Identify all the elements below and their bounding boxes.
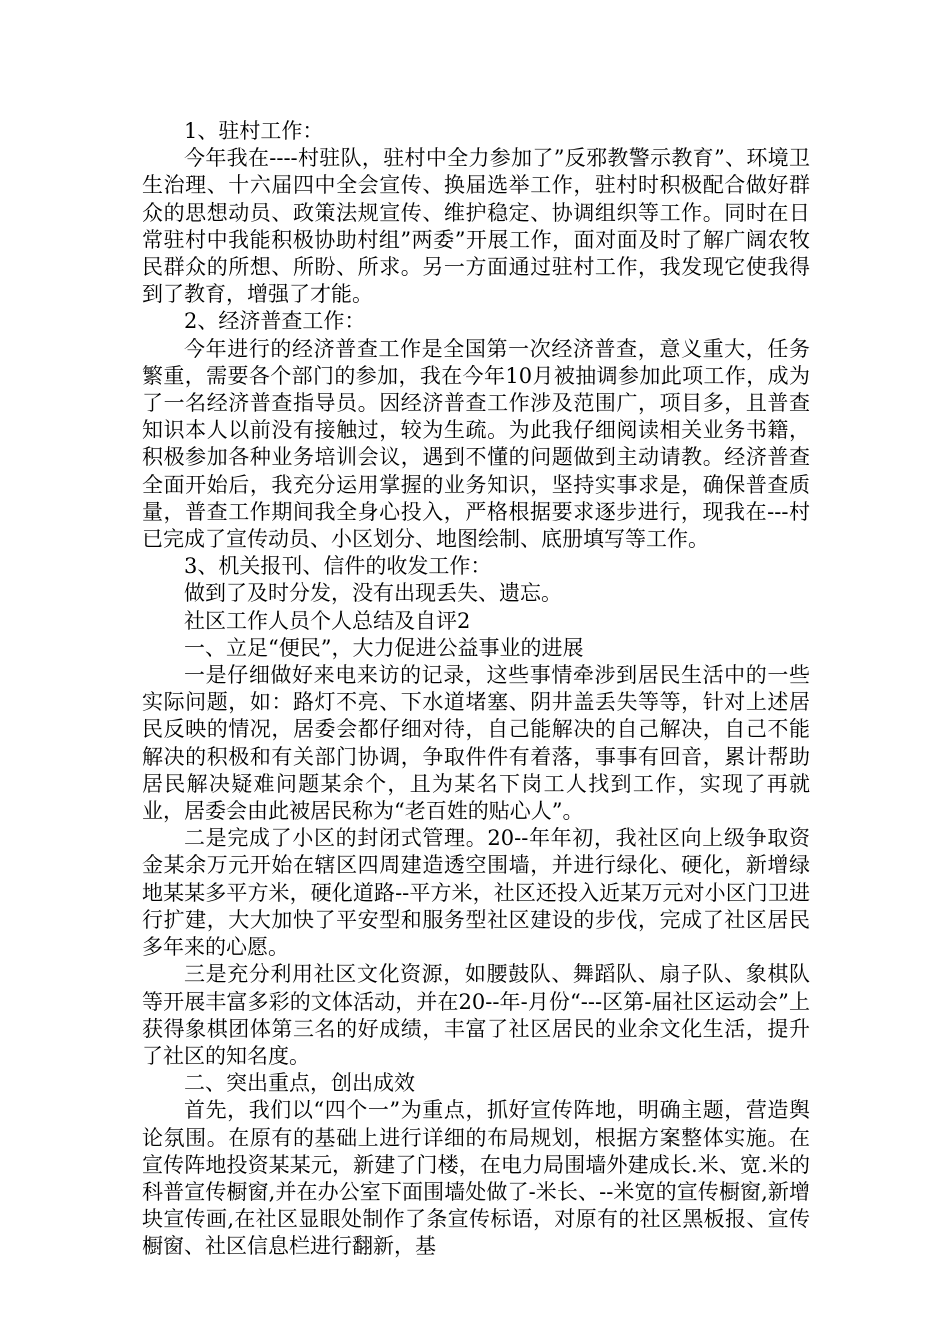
paragraph-cultural-activities: 三是充分利用社区文化资源，如腰鼓队、舞蹈队、扇子队、象棋队等开展丰富多彩的文体活动，并在20--年-月份“---区第-届社区运动会”上获得象棋团体第三名的好成绩，丰富了社区居民的业余文化生活，提升了社区的知名度。 [142,962,810,1068]
paragraph-closed-management: 二是完成了小区的封闭式管理。20--年年初，我社区向上级争取资金某余万元开始在辖区四周建造透空围墙，并进行绿化、硬化，新增绿地某某多平方米，硬化道路--平方米，社区还投入近某万元对小区门卫进行扩建，大大加快了平安型和服务型社区建设的步伐，完成了社区居民多年来的心愿。 [142,826,810,960]
paragraph-mail-distribution: 做到了及时分发，没有出现丢失、遗忘。 [184,581,562,606]
document-page [142,118,810,1261]
paragraph-village-work: 今年我在----村驻队，驻村中全力参加了”反邪教警示教育”、环境卫生治理、十六届四中全会宣传、换届选举工作，驻村时积极配合做好群众的思想动员、政策法规宣传、维护稳定、协调组织等工作。同时在日常驻村中我能积极协助村组”两委”开展工作，面对面及时了解广阔农牧民群众的所想、所盼、所求。另一方面通过驻村工作，我发现它使我得到了教育，增强了才能。 [142,146,810,307]
section-title-community-summary: 社区工作人员个人总结及自评2 [184,608,471,633]
heading-economic-census: 2、经济普查工作： [184,309,366,334]
heading-key-points: 二、突出重点，创出成效 [184,1071,415,1096]
paragraph-visits-record: 一是仔细做好来电来访的记录，这些事情牵涉到居民生活中的一些实际问题，如：路灯不亮、下水道堵塞、阴井盖丢失等等，针对上述居民反映的情况，居委会都仔细对待，自己能解决的自己解决，自己不能解决的积极和有关部门协调，争取件件有着落，事事有回音，累计帮助居民解决疑难问题某余个，且为某名下岗工人找到工作，实现了再就业，居委会由此被居民称为“老百姓的贴心人”。 [142,663,810,824]
heading-mail-distribution: 3、机关报刊、信件的收发工作： [184,554,492,579]
paragraph-economic-census: 今年进行的经济普查工作是全国第一次经济普查，意义重大，任务繁重，需要各个部门的参加，我在今年10月被抽调参加此项工作，成为了一名经济普查指导员。因经济普查工作涉及范围广，项目多，且普查知识本人以前没有接触过，较为生疏。为此我仔细阅读相关业务书籍，积极参加各种业务培训会议，遇到不懂的问题做到主动请教。经济普查全面开始后，我充分运用掌握的业务知识，坚持实事求是，确保普查质量，普查工作期间我全身心投入，严格根据要求逐步进行，现我在---村已完成了宣传动员、小区划分、地图绘制、底册填写等工作。 [142,336,810,552]
heading-convenience: 一、立足“便民”，大力促进公益事业的进展 [184,635,584,660]
heading-village-work: 1、驻村工作： [184,119,324,143]
paragraph-publicity: 首先，我们以“四个一”为重点，抓好宣传阵地，明确主题，营造舆论氛围。在原有的基础上进行详细的布局规划，根据方案整体实施。在宣传阵地投资某某元，新建了门楼，在电力局围墙外建成长.米、宽.米的科普宣传橱窗,并在办公室下面围墙处做了-米长、--米宽的宣传橱窗,新增块宣传画,在社区显眼处制作了条宣传标语，对原有的社区黑板报、宣传橱窗、社区信息栏进行翻新，基 [142,1098,810,1259]
